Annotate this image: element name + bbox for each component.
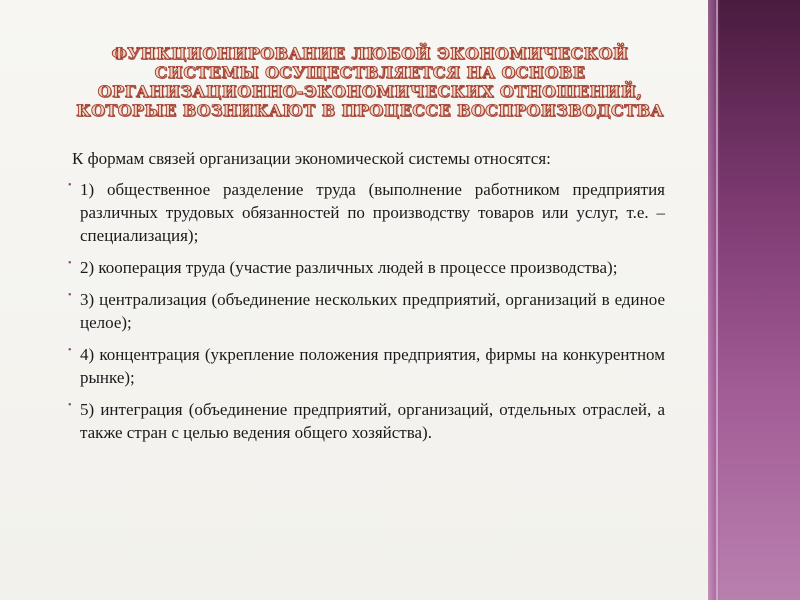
slide-body xyxy=(68,147,665,453)
bullet-dot-icon: • xyxy=(68,180,72,191)
list-item-text: 4) концентрация (укрепление положения предприятия, фирмы на конкурентном рынке); xyxy=(80,345,665,387)
list-item xyxy=(68,343,665,389)
side-panel-edge xyxy=(708,0,720,600)
list-item-text: 1) общественное разделение труда (выполнение работником предприятия различных трудовых обязанностей по производству товаров или услуг, т.е. – специализация); xyxy=(80,180,665,245)
list-item xyxy=(68,178,665,247)
bullet-dot-icon: • xyxy=(68,258,72,269)
bullet-dot-icon: • xyxy=(68,400,72,411)
list-item xyxy=(68,398,665,444)
list-item xyxy=(68,288,665,334)
list-item-text: 3) централизация (объединение нескольких предприятий, организаций в единое целое); xyxy=(80,290,665,332)
list-item-text: 5) интеграция (объединение предприятий, организаций, отдельных отраслей, а также стран с целью ведения общего хозяйства). xyxy=(80,400,665,442)
slide-title: ФУНКЦИОНИРОВАНИЕ ЛЮБОЙ ЭКОНОМИЧЕСКОЙ СИСТЕМЫ ОСУЩЕСТВЛЯЕТСЯ НА ОСНОВЕ ОРГАНИЗАЦИОННО-ЭКОНОМИЧЕСКИХ ОТНОШЕНИЙ, КОТОРЫЕ ВОЗНИКАЮТ В ПРОЦЕССЕ ВОСПРОИЗВОДСТВА xyxy=(76,44,664,120)
intro-text: К формам связей организации экономической системы относятся: xyxy=(72,149,551,168)
list-item xyxy=(68,256,665,279)
bullet-dot-icon: • xyxy=(68,290,72,301)
list-item-text: 2) кооперация труда (участие различных людей в процессе производства); xyxy=(80,258,618,277)
decorative-side-panel xyxy=(708,0,800,600)
bullet-dot-icon: • xyxy=(68,345,72,356)
side-panel-line xyxy=(716,0,718,600)
